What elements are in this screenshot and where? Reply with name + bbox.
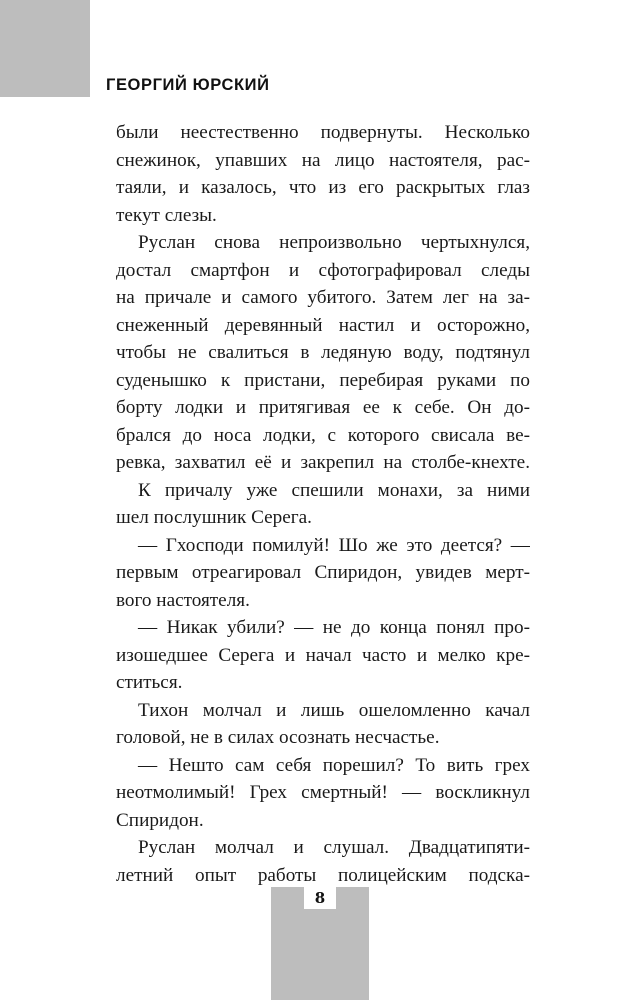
text-line: были неестественно подвернуты. Несколько	[116, 122, 530, 143]
text-line: Руслан снова непроизвольно чертыхнулся,	[138, 232, 530, 253]
text-line: ститься.	[116, 672, 183, 693]
text-line: суденышко к пристани, перебирая руками по	[116, 369, 530, 391]
text-line: первым отреагировал Спиридон, увидев мерт-	[116, 562, 530, 583]
text-line: Спиридон.	[116, 809, 204, 831]
text-line: брался до носа лодки, с которого свисала ве-	[116, 424, 530, 446]
text-line: текут слезы.	[116, 204, 217, 226]
text-line: — Гхосподи помилуй! Шо же это деется? —	[138, 534, 530, 556]
text-line: — Нешто сам себя порешил? То вить грех	[138, 754, 530, 776]
text-line: вого настоятеля.	[116, 589, 250, 611]
text-line: Тихон молчал и лишь ошеломленно качал	[138, 699, 530, 721]
text-line: головой, не в силах осознать несчастье.	[116, 727, 440, 748]
text-line: — Никак убили? — не до конца понял про-	[138, 617, 530, 638]
text-line: Руслан молчал и слушал. Двадцатипяти-	[138, 837, 530, 858]
body-text	[116, 119, 530, 889]
text-line: изошедшее Серега и начал часто и мелко кре-	[116, 644, 530, 666]
text-line: борту лодки и притягивая ее к себе. Он до-	[116, 397, 530, 418]
text-line: ревка, захватил её и закрепил на столбе-кнехте.	[116, 452, 530, 473]
corner-decoration	[0, 0, 90, 97]
text-line: достал смартфон и сфотографировал следы	[116, 259, 530, 281]
text-line: снежинок, упавших на лицо настоятеля, рас-	[116, 149, 530, 171]
text-line: летний опыт работы полицейским подска-	[116, 864, 530, 886]
running-head-author: ГЕОРГИЙ ЮРСКИЙ	[106, 76, 270, 94]
text-line: шел послушник Серега.	[116, 507, 312, 528]
text-line: неотмолимый! Грех смертный! — воскликнул	[116, 782, 530, 803]
text-line: снеженный деревянный настил и осторожно,	[116, 314, 530, 336]
text-line: на причале и самого убитого. Затем лег на за-	[116, 287, 530, 308]
text-line: К причалу уже спешили монахи, за ними	[138, 479, 530, 501]
page-number: 8	[304, 887, 336, 909]
text-line: чтобы не свалиться в ледяную воду, подтянул	[116, 342, 530, 363]
text-line: таяли, и казалось, что из его раскрытых глаз	[116, 177, 530, 198]
